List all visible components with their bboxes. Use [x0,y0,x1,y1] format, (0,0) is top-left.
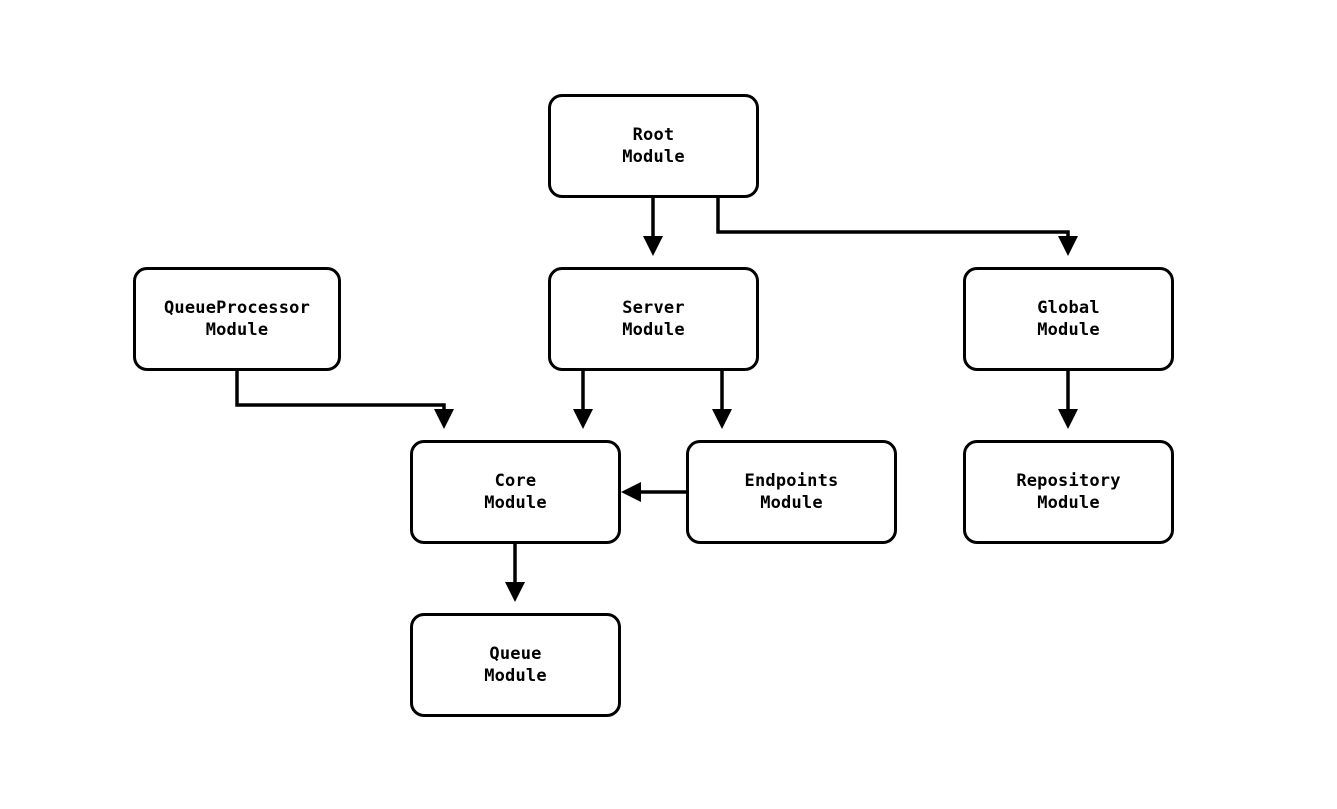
node-label-line2: Module [484,493,547,513]
node-label-line1: Global [1037,298,1100,318]
node-label-line1: Queue [489,644,542,664]
node-label-line2: Module [760,493,823,513]
node-label-line2: Module [484,666,547,686]
node-repository-module[interactable] [963,440,1174,544]
node-label-line1: Root [632,125,675,145]
arrowhead-queueprocessor-core [434,409,454,429]
arrowhead-server-core [573,409,593,429]
node-label-line2: Module [1037,493,1100,513]
node-core-module[interactable] [410,440,621,544]
node-queue-module[interactable] [410,613,621,717]
node-queueprocessor-module[interactable] [133,267,341,371]
node-label-line2: Module [205,320,269,340]
arrowhead-endpoints-core [621,482,641,502]
edge-queueprocessor-core [237,371,444,421]
node-label-line2: Module [622,320,685,340]
node-global-module[interactable] [963,267,1174,371]
arrowhead-server-endpoints [712,409,732,429]
node-root-module[interactable] [548,94,759,198]
arrowhead-global-repository [1058,409,1078,429]
node-label-line2: Module [1037,320,1100,340]
arrowhead-core-queue [505,582,525,602]
node-label-line1: Core [494,471,537,491]
arrowhead-root-server [643,236,663,256]
node-server-module[interactable] [548,267,759,371]
arrowhead-root-global [1058,236,1078,256]
node-label-line1: Endpoints [744,471,839,491]
node-label-line2: Module [622,147,685,167]
node-label-line1: QueueProcessor [163,298,311,318]
node-label-line1: Server [622,298,685,318]
node-label-line1: Repository [1016,471,1121,491]
node-endpoints-module[interactable] [686,440,897,544]
edge-root-global [718,198,1068,248]
